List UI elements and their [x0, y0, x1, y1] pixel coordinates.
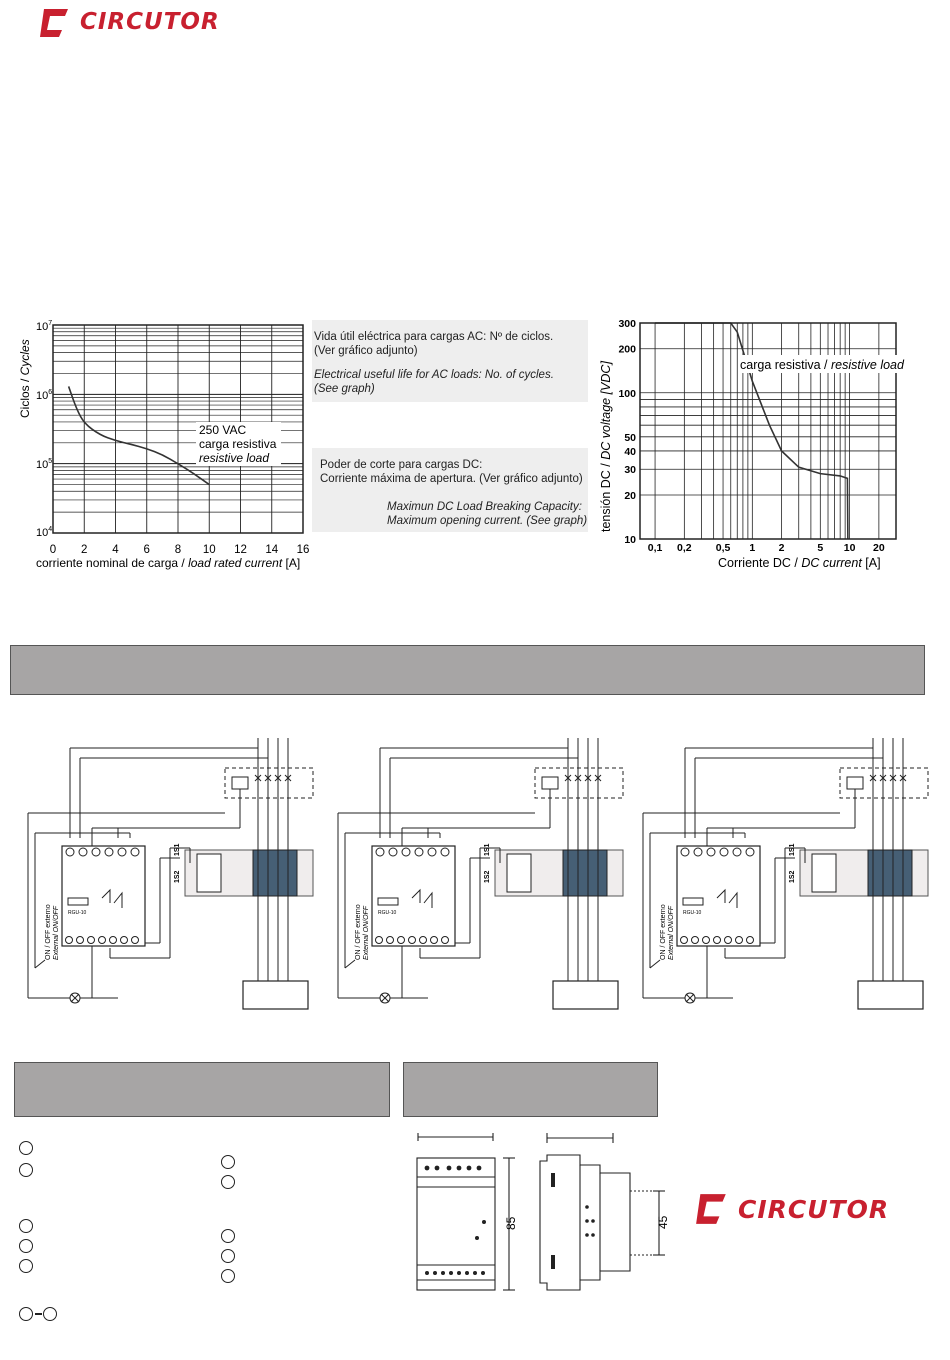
ext-switch-label-en: External ON/OFF [363, 905, 370, 960]
ac-ytick-4: $10^4$ [36, 526, 53, 539]
terminal-screw [132, 937, 139, 944]
ext-switch-label-es: ON / OFF externo [660, 904, 667, 960]
current-transformer [253, 850, 297, 896]
info-panel-ac [312, 320, 588, 402]
terminal-screw [694, 848, 702, 856]
ac-xticks [50, 544, 310, 556]
contactor-coil [542, 777, 558, 789]
terminal-screw [431, 937, 438, 944]
info-ac-line1: Vida útil eléctrica para cargas AC: Nº de ciclos. [314, 331, 554, 343]
terminal-circle-8 [221, 1155, 235, 1169]
circutor-logo-icon [694, 1192, 730, 1226]
terminal-circle-9 [221, 1175, 235, 1189]
terminal-screw [387, 937, 394, 944]
module-model-label: RGU-10 [68, 910, 87, 916]
dim-height-label: 85 [504, 1216, 518, 1230]
terminal-screw [376, 848, 384, 856]
ac-ytick-7: $10^7$ [36, 320, 53, 333]
terminal-screw [746, 848, 754, 856]
dc-xlabel: Corriente DC / DC current [A] [718, 556, 881, 570]
brand-name-bottom: CIRCUTOR [738, 1195, 890, 1224]
terminal-screw [66, 848, 74, 856]
contactor-coil [847, 777, 863, 789]
module-model-label: RGU-10 [378, 910, 397, 916]
dimensions-header-bar [403, 1062, 658, 1117]
ac-life-chart [10, 310, 320, 575]
terminal-screw [747, 937, 754, 944]
brand-logo [38, 7, 228, 39]
ac-xtick-label: 2 [81, 544, 88, 556]
wiring-diagram-2 [320, 728, 635, 1013]
terminal-screw [692, 937, 699, 944]
sensor-unit [507, 854, 531, 892]
terminal-screw [66, 937, 73, 944]
sensor-s2-label: 1S2 [174, 870, 181, 883]
terminal-circle-7 [43, 1307, 57, 1321]
ac-annotation-en: resistive load [199, 451, 270, 465]
contactor-coil [232, 777, 248, 789]
terminal-circle-1 [19, 1141, 33, 1155]
terminal-circle-10 [221, 1229, 235, 1243]
terminal-screw [441, 848, 449, 856]
current-transformer [563, 850, 607, 896]
terminal-circle-12 [221, 1269, 235, 1283]
info-dc-line4: Maximum opening current. (See graph) [387, 515, 588, 527]
wiring-diagram-3 [625, 728, 940, 1013]
brand-name: CIRCUTOR [80, 9, 220, 35]
dc-ytick-label: 10 [624, 534, 636, 546]
dc-xtick-label: 1 [749, 542, 756, 554]
wiring-diagram-1 [10, 728, 325, 1013]
sensor-s1-label: 1S1 [789, 843, 796, 856]
terminal-screw [92, 848, 100, 856]
sensor-unit [812, 854, 836, 892]
dc-xtick-label: 2 [778, 542, 785, 554]
terminal-screw [681, 937, 688, 944]
terminal-screw [79, 848, 87, 856]
circutor-logo-icon [38, 7, 72, 39]
terminal-screw [110, 937, 117, 944]
dc-xtick-label: 0,2 [677, 542, 692, 554]
dc-ytick-label: 50 [624, 431, 636, 444]
ac-ylabel: Ciclos / Cycles [18, 339, 32, 418]
ext-switch-label-es: ON / OFF externo [45, 904, 52, 960]
info-dc-line1: Poder de corte para cargas DC: [320, 459, 483, 471]
terminals-header-bar [14, 1062, 390, 1117]
sensor-s1-label: 1S1 [484, 843, 491, 856]
ac-xtick-label: 8 [174, 544, 182, 556]
terminal-screw [681, 848, 689, 856]
terminal-screw [77, 937, 84, 944]
ac-xtick-label: 4 [112, 544, 119, 556]
info-dc-line3: Maximun DC Load Breaking Capacity: [387, 501, 582, 513]
ext-switch-label-en: External ON/OFF [53, 905, 60, 960]
terminal-screw [428, 848, 436, 856]
module-label-box [683, 898, 703, 905]
load-box [243, 981, 308, 1009]
terminal-screw [118, 848, 126, 856]
ext-switch-label-es: ON / OFF externo [355, 904, 362, 960]
load-box [858, 981, 923, 1009]
dc-xtick-label: 0,1 [647, 542, 663, 554]
terminal-screw [420, 937, 427, 944]
sensor-s2-label: 1S2 [789, 870, 796, 883]
terminal-screw [442, 937, 449, 944]
terminal-screw [88, 937, 95, 944]
ac-xtick-label: 16 [296, 544, 310, 556]
terminal-screw [409, 937, 416, 944]
sensor-s2-label: 1S2 [484, 870, 491, 883]
terminal-screw [720, 848, 728, 856]
ac-annotation-es: carga resistiva [199, 437, 277, 451]
terminal-circle-4 [19, 1239, 33, 1253]
dim-depth-label: 45 [656, 1215, 670, 1229]
terminal-circle-6 [19, 1307, 33, 1321]
ac-annotation-voltage: 250 VAC [199, 423, 247, 437]
terminal-screw [707, 848, 715, 856]
terminal-screw [389, 848, 397, 856]
ext-switch-label-en: External ON/OFF [668, 905, 675, 960]
terminal-screw [415, 848, 423, 856]
terminal-screw [105, 848, 113, 856]
dc-ytick-label: 30 [624, 464, 636, 477]
terminal-circle-11 [221, 1249, 235, 1263]
terminal-screw [376, 937, 383, 944]
connections-header-bar [10, 645, 925, 695]
dc-ytick-label: 300 [618, 318, 636, 330]
ac-xtick-label: 10 [202, 544, 216, 556]
info-ac-line3: Electrical useful life for AC loads: No. of cycles. [314, 369, 554, 381]
dc-annotation: carga resistiva / resistive load [740, 358, 904, 372]
terminal-screw [714, 937, 721, 944]
ac-xlabel: corriente nominal de carga / load rated current [A] [36, 556, 301, 570]
ac-xtick-label: 6 [143, 544, 150, 556]
dc-breaking-chart [598, 310, 930, 575]
module-label-box [378, 898, 398, 905]
dc-xtick-label: 5 [817, 542, 824, 554]
dc-ylabel: tensión DC / DC voltage [VDC] [599, 361, 613, 532]
module-label-box [68, 898, 88, 905]
info-panel-dc [312, 448, 588, 532]
dc-ytick-label: 40 [624, 445, 636, 458]
terminal-screw [703, 937, 710, 944]
info-ac-line2: (Ver gráfico adjunto) [314, 345, 418, 357]
dc-xtick-label: 10 [843, 542, 856, 554]
sensor-unit [197, 854, 221, 892]
terminal-circle-5 [19, 1259, 33, 1273]
terminal-screw [402, 848, 410, 856]
sensor-s1-label: 1S1 [174, 843, 181, 856]
ac-xtick-label: 12 [234, 544, 247, 556]
terminal-range-dash [35, 1313, 42, 1315]
ac-ytick-6: $10^6$ [36, 389, 53, 402]
module-model-label: RGU-10 [683, 910, 702, 916]
dc-ytick-label: 200 [618, 343, 636, 356]
info-ac-line4: (See graph) [314, 383, 375, 395]
dc-xtick-label: 20 [873, 542, 885, 554]
terminal-screw [131, 848, 139, 856]
dc-xticks [648, 542, 885, 554]
ac-xtick-label: 0 [49, 544, 57, 556]
info-dc-line2: Corriente máxima de apertura. (Ver gráfico adjunto) [320, 473, 583, 485]
dc-ytick-label: 100 [618, 387, 636, 400]
ac-ytick-5: $10^5$ [36, 458, 53, 471]
ac-xtick-label: 14 [265, 544, 279, 556]
dc-ytick-label: 20 [624, 489, 636, 502]
terminal-screw [398, 937, 405, 944]
dc-xtick-label: 0,5 [715, 542, 731, 554]
load-box [553, 981, 618, 1009]
terminal-circle-3 [19, 1219, 33, 1233]
brand-logo-bottom [694, 1192, 909, 1228]
current-transformer [868, 850, 912, 896]
terminal-screw [121, 937, 128, 944]
dimension-drawing [405, 1125, 685, 1300]
terminal-screw [736, 937, 743, 944]
terminal-screw [99, 937, 106, 944]
terminal-screw [733, 848, 741, 856]
terminal-screw [725, 937, 732, 944]
terminal-circle-2 [19, 1163, 33, 1177]
front-view-body [417, 1158, 495, 1290]
dc-yticks [618, 318, 636, 546]
